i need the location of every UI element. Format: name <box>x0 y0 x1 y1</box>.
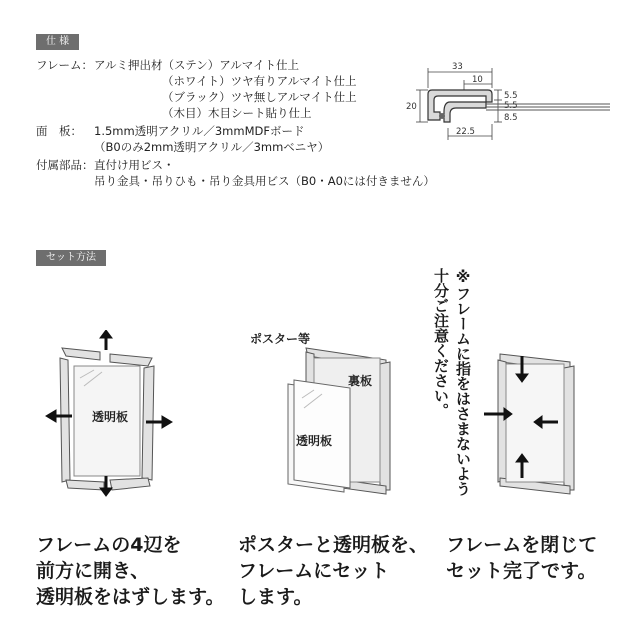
step2-figure <box>282 340 412 500</box>
note-line-2: 十分ご注意ください。 <box>432 268 450 418</box>
step2-poster-label: ポスター等 <box>250 332 311 346</box>
frame-line-3: （ブラック）ツヤ無しアルマイト仕上 <box>162 90 357 104</box>
step3-caption-line2: セット完了です。 <box>446 560 597 582</box>
step1-caption-line3: 透明板をはずします。 <box>36 586 225 608</box>
step2-caption-line1: ポスターと透明板を、 <box>238 534 429 556</box>
setup-section-tag: セット方法 <box>36 250 106 266</box>
frame-line-1: アルミ押出材（ステン）アルマイト仕上 <box>94 58 300 72</box>
dim-bottom: 22.5 <box>456 127 475 137</box>
dim-top-inner: 10 <box>472 75 483 85</box>
dim-r3: 8.5 <box>504 113 518 123</box>
parts-line-2: 吊り金具・吊りひも・吊り金具用ビス（B0・A0には付きません） <box>94 174 435 188</box>
step2-caption-line3: します。 <box>238 586 313 608</box>
step3-caption-line1: フレームを閉じて <box>446 534 598 556</box>
dim-top: 33 <box>452 62 463 72</box>
dim-r1: 5.5 <box>504 91 518 101</box>
step3-figure <box>478 340 588 500</box>
panel-line-1: 1.5mm透明アクリル／3mmMDFボード <box>94 124 305 138</box>
spec-section-tag: 仕 様 <box>36 34 79 50</box>
dim-left: 20 <box>406 102 417 112</box>
step1-figure-label: 透明板 <box>92 410 129 424</box>
panel-label: 面 板： <box>36 124 82 138</box>
parts-line-1: 直付け用ビス・ <box>94 158 175 172</box>
frame-line-2: （ホワイト）ツヤ有りアルマイト仕上 <box>162 74 357 88</box>
parts-label: 付属部品： <box>36 158 94 172</box>
step1-caption-line1: フレームの4辺を <box>36 534 182 556</box>
step2-back-label: 裏板 <box>348 374 373 388</box>
step2-caption-line2: フレームにセット <box>238 560 390 582</box>
step2-figure-label: 透明板 <box>296 434 333 448</box>
step1-caption-line2: 前方に開き、 <box>36 560 150 582</box>
panel-line-2: （B0のみ2mm透明アクリル／3mmベニヤ） <box>94 140 330 154</box>
frame-cross-section-diagram <box>400 58 615 148</box>
frame-line-4: （木目）木目シート貼り仕上 <box>162 106 312 120</box>
finger-caution-note <box>430 268 474 528</box>
dim-r2: 5.5 <box>504 101 518 111</box>
note-line-1: ※フレームに指をはさまないよう <box>454 268 472 496</box>
frame-label: フレーム： <box>36 58 94 72</box>
